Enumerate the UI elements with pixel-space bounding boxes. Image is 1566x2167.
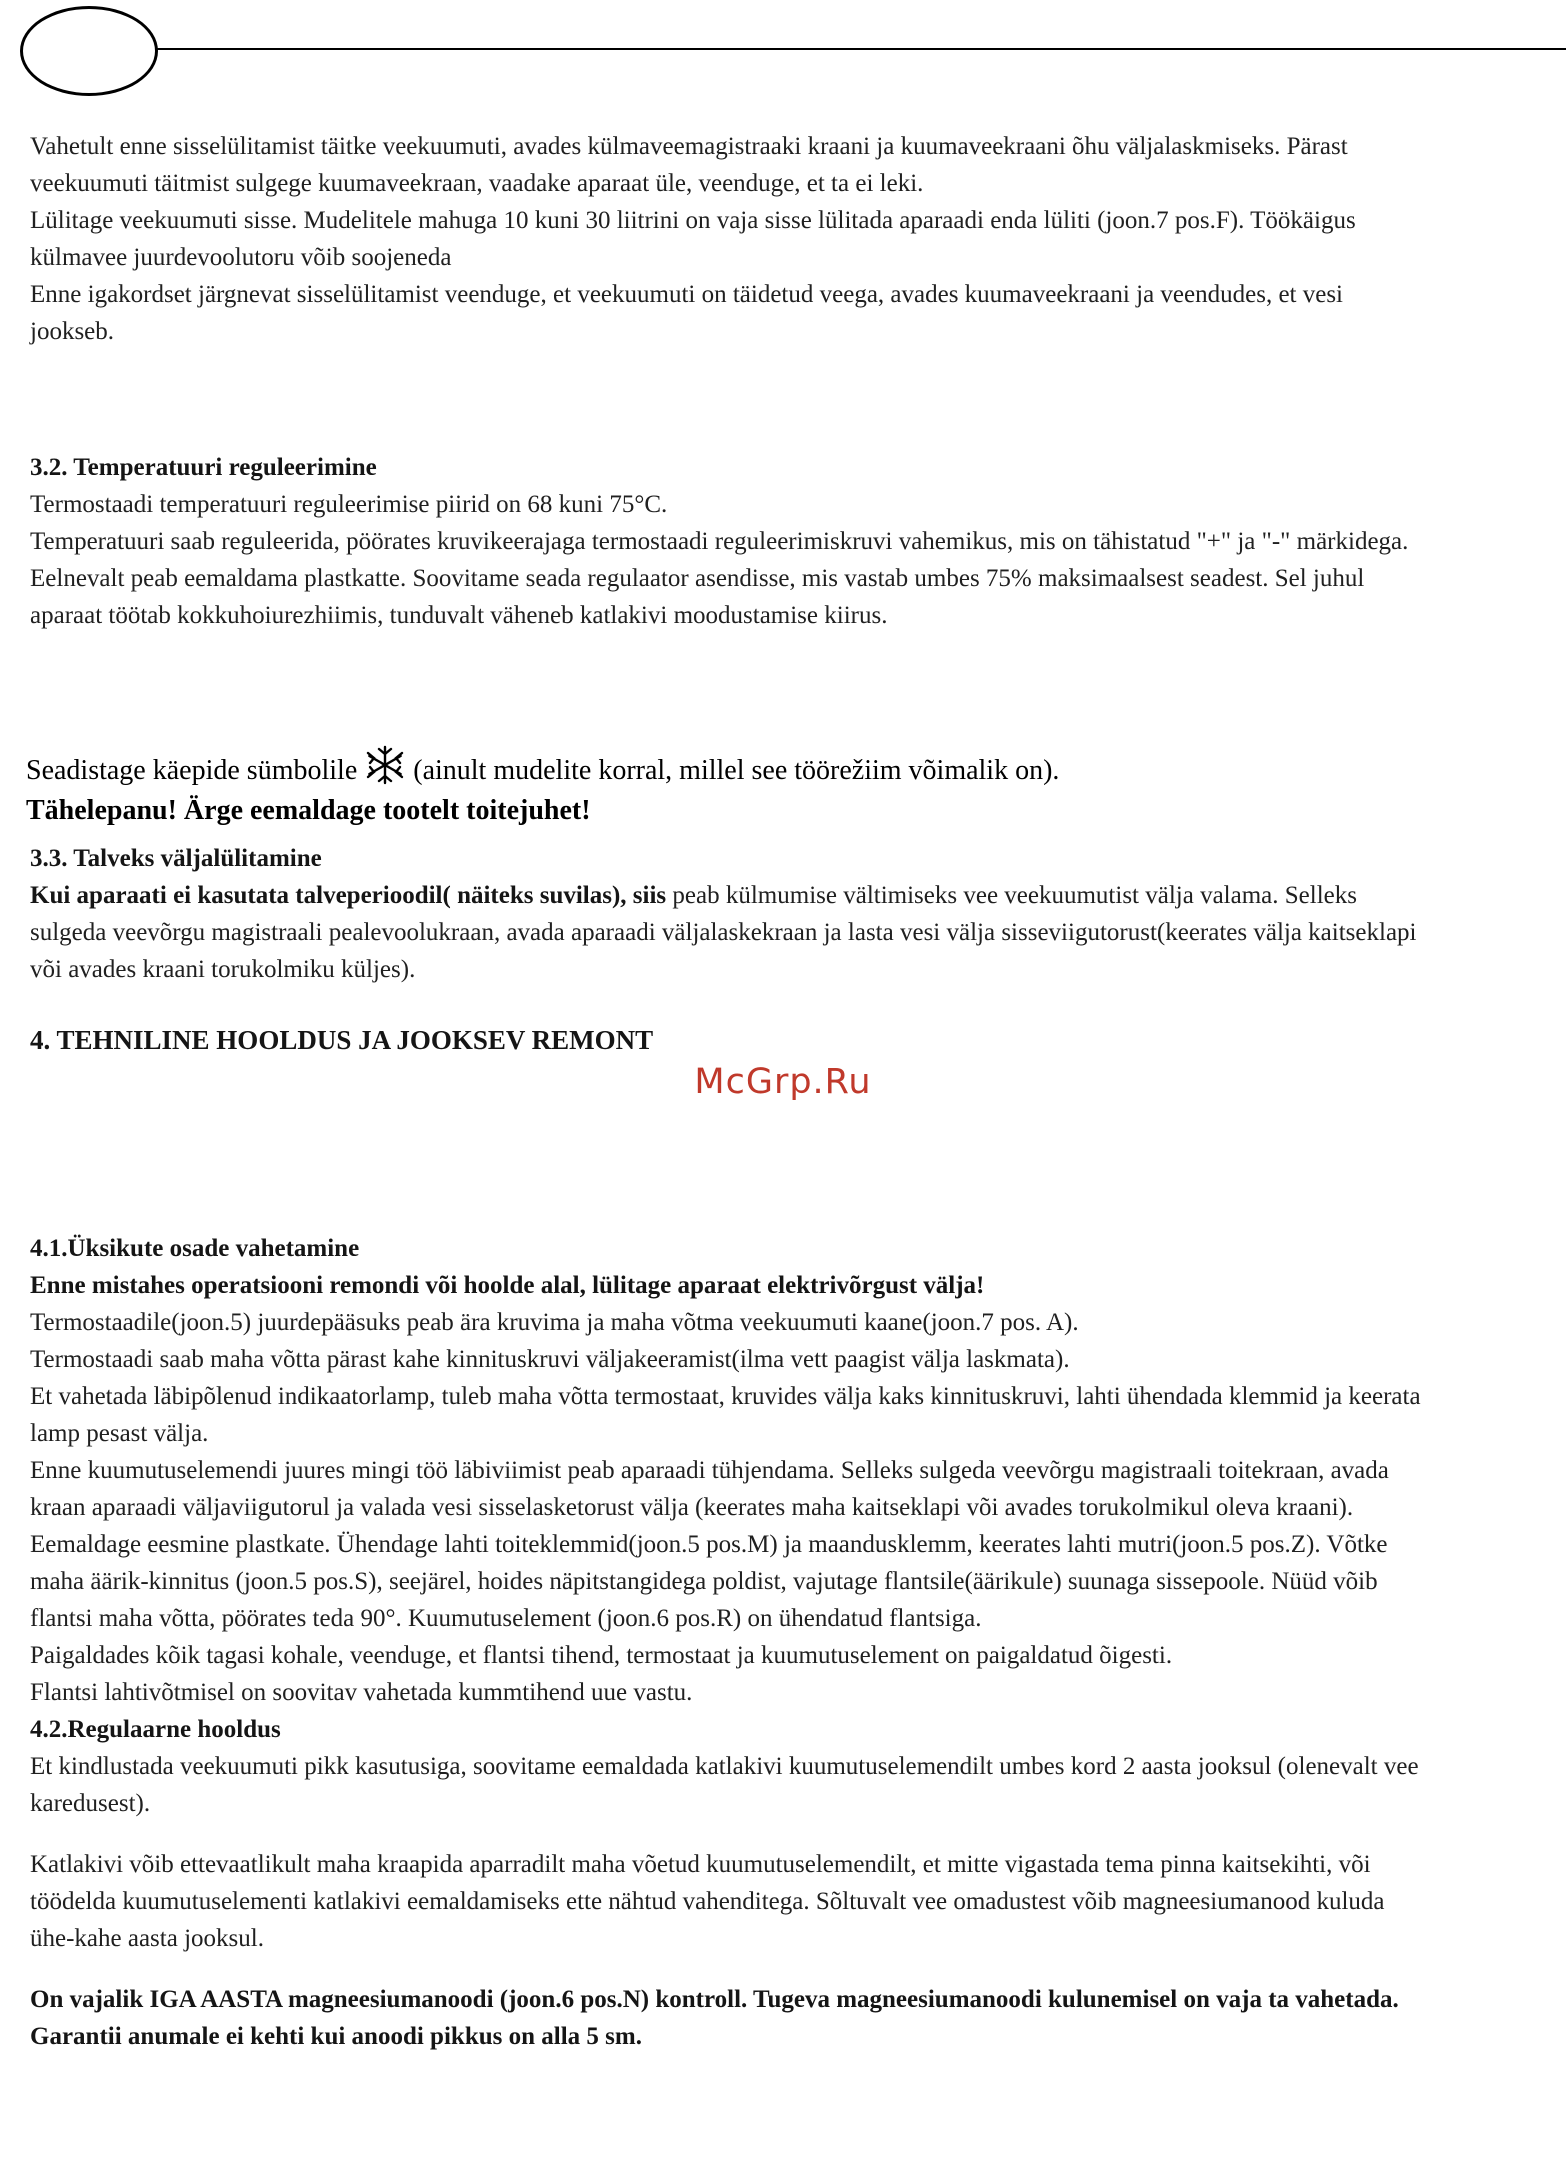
section-4-1-paragraph-6: Paigaldades kõik tagasi kohale, veenduge, et flantsi tihend, termostaat ja kuumutuselement on paigaldatud õigesti. [30, 1642, 1173, 1669]
section-4-1-paragraph-2: Termostaadi saab maha võtta pärast kahe kinnituskruvi väljakeeramist(ilma vett paagist välja laskmata). [30, 1346, 1070, 1373]
section-3-2 [30, 449, 1430, 634]
section-3-3-bold-lead: Kui aparaati ei kasutata talveperioodil( näiteks suvilas), siis [30, 882, 667, 909]
section-4-1-paragraph-3: Et vahetada läbipõlenud indikaatorlamp, tuleb maha võtta termostaat, kruvides välja kaks kinnituskruvi, lahti ühendada klemmid ja keerata lamp pesast välja. [30, 1383, 1421, 1447]
intro-paragraph-3: Enne igakordset järgnevat sisselülitamist veenduge, et veekuumuti on täidetud veega, avades kuumaveekraani ja veendudes, et vesi jookseb. [30, 281, 1344, 345]
section-3-3-paragraph [30, 877, 1430, 988]
section-4-2-paragraph-2: Katlakivi võib ettevaatlikult maha kraapida aparradilt maha võetud kuumutuselemendilt, et mitte vigastada tema pinna kaitsekihti, või töödelda kuumutuselementi katlakivi eemaldamiseks ette nähtud vahenditega. Sõltuvalt vee omadustest võib magneesiumanood kuluda ühe-kahe aasta jooksul. [30, 1851, 1385, 1952]
intro-paragraph-2: Lülitage veekuumuti sisse. Mudelitele mahuga 10 kuni 30 liitrini on vaja sisse lülitada aparaadi enda lüliti (joon.7 pos.F). Töökäigus külmavee juurdevoolutoru võib soojeneda [30, 207, 1356, 271]
section-4-1-paragraph-1: Termostaadile(joon.5) juurdepääsuks peab ära kruvima ja maha võtma veekuumuti kaane(joon.7 pos. A). [30, 1309, 1079, 1336]
cable-warning: Tähelepanu! Ärge eemaldage tootelt toitejuhet! [26, 795, 591, 826]
section-4-1-paragraph-7: Flantsi lahtivõtmisel on soovitav vahetada kummtihend uue vastu. [30, 1679, 693, 1706]
section-3-3-text: peab külmumise vältimiseks vee veekuumutist välja valama. Selleks sulgeda veevõrgu magistraali pealevoolukraan, avada aparaadi väljalaskekraan ja lasta vesi välja sisseviigutorust(keerates välja kaitseklapi või avades kraani torukolmiku küljes). [30, 882, 1417, 983]
chapter-4-heading: 4. TEHNILINE HOOLDUS JA JOOKSEV REMONT [30, 1025, 654, 1055]
section-4-1-paragraph-5: Eemaldage eesmine plastkate. Ühendage lahti toiteklemmid(joon.5 pos.M) ja maandusklemm, keerates lahti mutri(joon.5 pos.Z). Võtke maha äärik-kinnitus (joon.5 pos.S), seejärel, hoides näpitstangidega poldist, vajutage flantsile(äärikule) suunaga sissepoole. Nüüd võib flantsi maha võtta, pöörates teda 90°. Kuumutuselement (joon.6 pos.R) on ühendatud flantsiga. [30, 1531, 1388, 1632]
mode-note-line [26, 745, 1426, 794]
section-4-2-anode-notice: On vajalik IGA AASTA magneesiumanoodi (joon.6 pos.N) kontroll. Tugeva magneesiumanoodi kulunemisel on vaja ta vahetada. Garantii anumale ei kehti kui anoodi pikkus on alla 5 sm. [30, 1986, 1399, 2050]
section-4-1-heading: 4.1.Üksikute osade vahetamine [30, 1235, 360, 1262]
page-number-circle [20, 6, 158, 96]
watermark: McGrp.Ru [694, 1062, 872, 1102]
section-4-1 [30, 1230, 1430, 2055]
mode-note-after-icon: (ainult mudelite korral, millel see töörežiim võimalik on). [413, 755, 1060, 786]
section-3-3-heading: 3.3. Talveks väljalülitamine [30, 845, 322, 872]
section-3-2-paragraph-2: Temperatuuri saab reguleerida, pöörates kruvikeerajaga termostaadi reguleerimiskruvi vahemikus, mis on tähistatud "+" ja "-" märkidega. Eelnevalt peab eemaldama plastkatte. Soovitame seada regulaator asendisse, mis vastab umbes 75% maksimaalsest seadest. Sel juhul aparaat töötab kokkuhoiurezhiimis, tunduvalt väheneb katlakivi moodustamise kiirus. [30, 528, 1409, 629]
intro-section [30, 128, 1430, 350]
mode-note-before-icon: Seadistage käepide sümbolile [26, 755, 358, 786]
mode-note [26, 745, 1426, 828]
section-4-1-paragraph-4: Enne kuumutuselemendi juures mingi töö läbiviimist peab aparaadi tühjendama. Selleks sulgeda veevõrgu magistraali toitekraan, avada kraan aparaadi väljaviigutorul ja valada vesi sisselasketorust välja (keerates maha kaitseklapi või avades torukolmikul oleva kraani). [30, 1457, 1389, 1521]
snowflake-icon [365, 745, 405, 794]
section-4-1-warning: Enne mistahes operatsiooni remondi või hoolde alal, lülitage aparaat elektrivõrgust välja! [30, 1272, 985, 1299]
header-rule [156, 48, 1566, 50]
section-3-2-paragraph-1: Termostaadi temperatuuri reguleerimise piirid on 68 kuni 75°C. [30, 491, 668, 518]
section-4-2-paragraph-1: Et kindlustada veekuumuti pikk kasutusiga, soovitame eemaldada katlakivi kuumutuselemendilt umbes kord 2 aasta jooksul (olenevalt vee karedusest). [30, 1753, 1419, 1817]
section-3-3 [30, 840, 1430, 988]
intro-paragraph-1: Vahetult enne sisselülitamist täitke veekuumuti, avades külmaveemagistraaki kraani ja kuumaveekraani õhu väljalaskmiseks. Pärast veekuumuti täitmist sulgege kuumaveekraan, vaadake aparaat üle, veenduge, et ta ei leki. [30, 133, 1348, 197]
section-4-2-heading: 4.2.Regulaarne hooldus [30, 1716, 281, 1743]
section-3-2-heading: 3.2. Temperatuuri reguleerimine [30, 454, 377, 481]
